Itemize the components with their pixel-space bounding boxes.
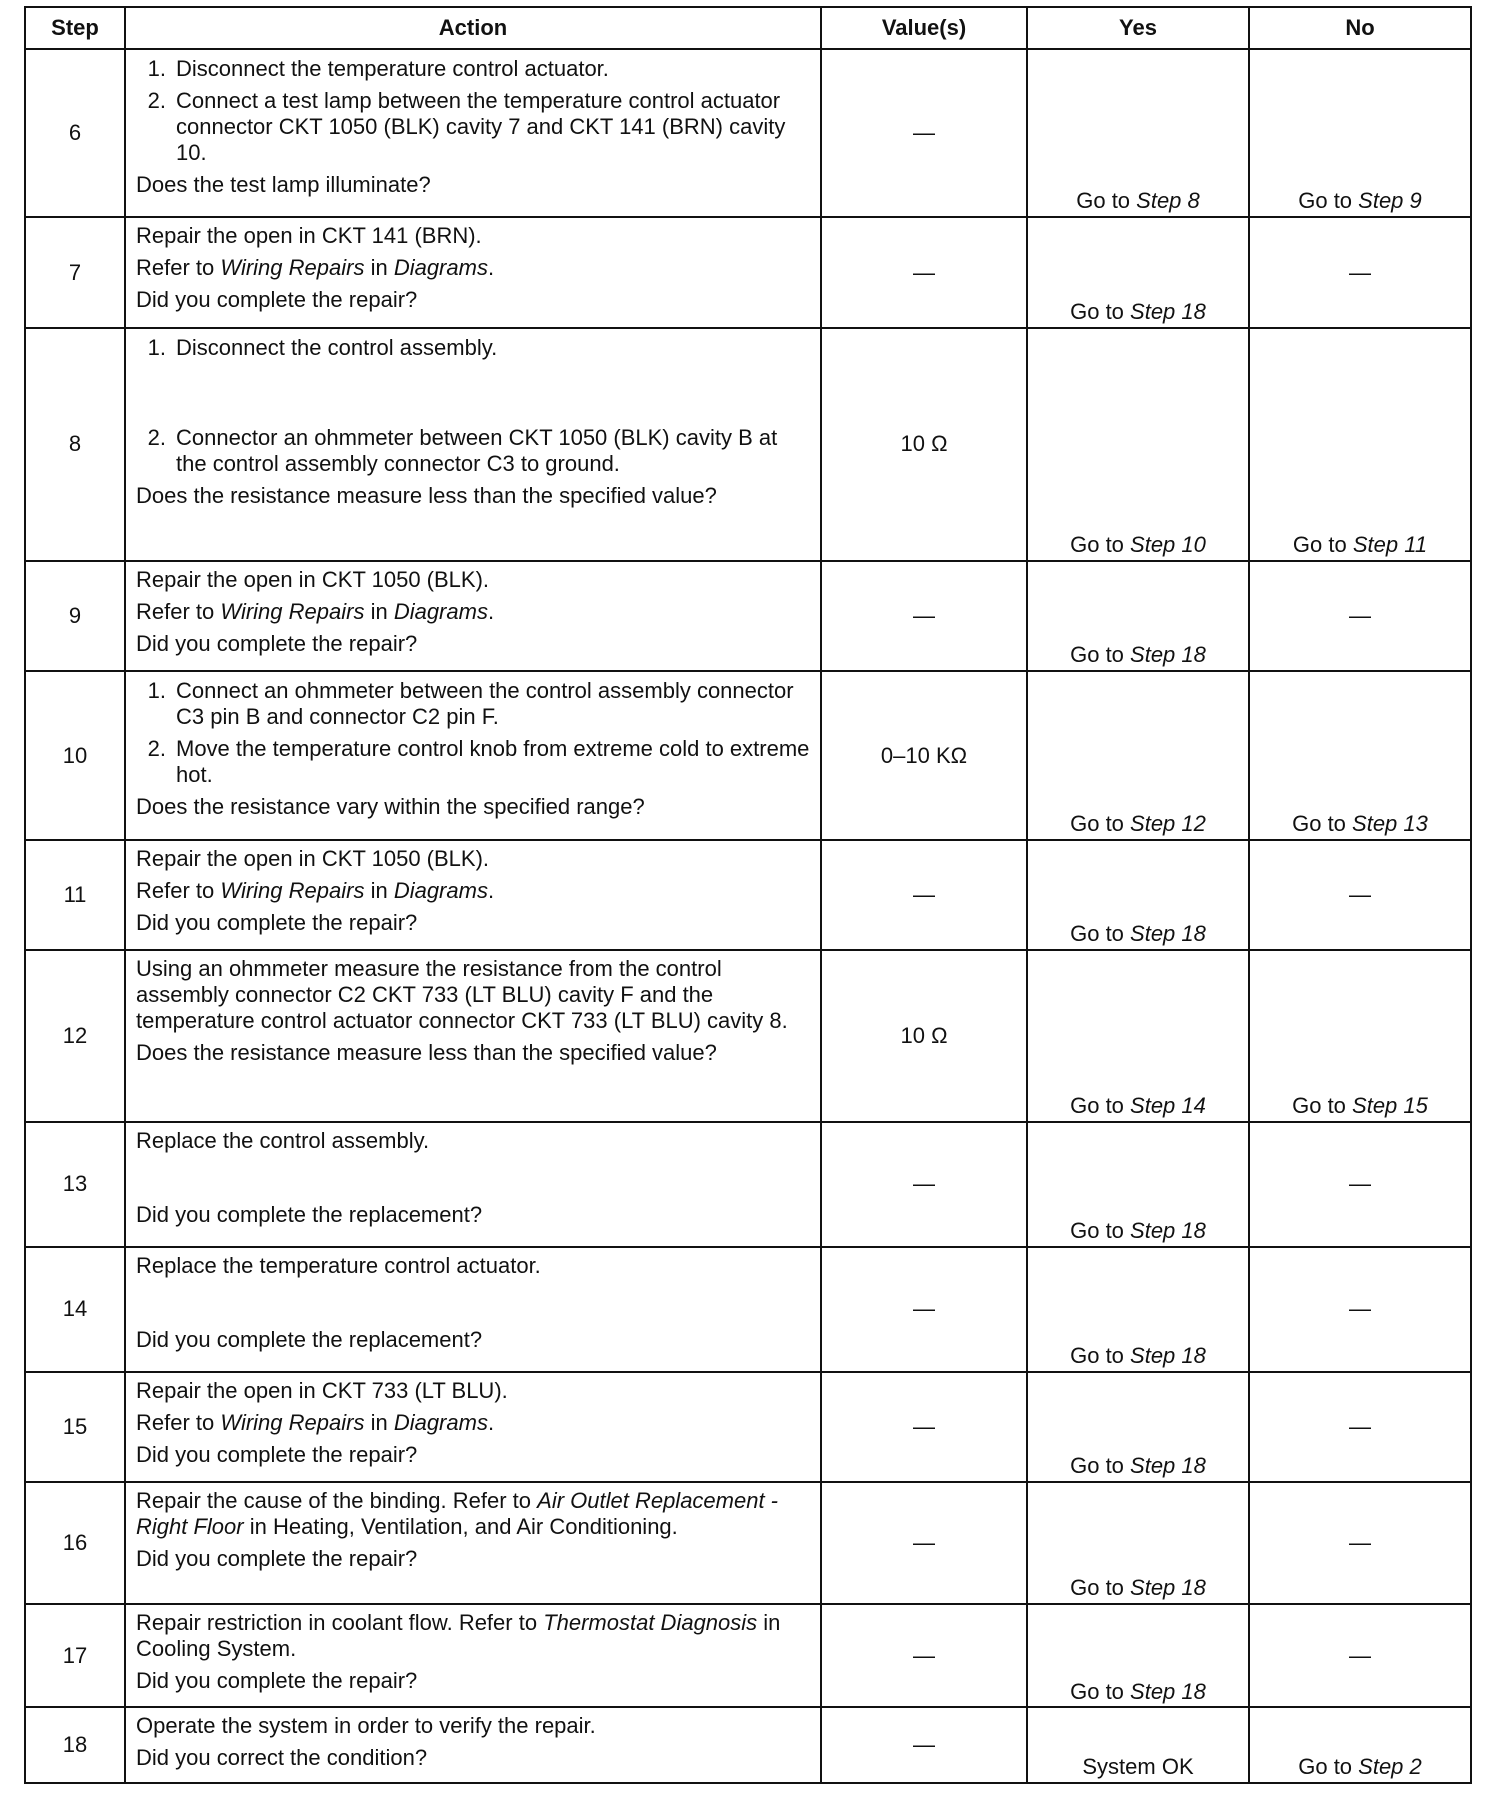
goto-step-link: Step 18 — [1130, 921, 1206, 947]
action-text: Repair the open in CKT 1050 (BLK). — [136, 566, 490, 592]
spacer — [136, 1285, 810, 1321]
value-cell: — — [821, 1707, 1027, 1783]
value-cell: 10 Ω — [821, 328, 1027, 561]
goto-prefix: Go to — [1292, 1093, 1353, 1119]
list-number: 2. — [147, 87, 166, 113]
no-cell: — — [1249, 217, 1471, 327]
goto-step-link: Step 18 — [1130, 1453, 1206, 1479]
step-number: 16 — [25, 1482, 125, 1604]
table-row — [25, 561, 1471, 671]
goto-step-link: Step 18 — [1130, 642, 1206, 668]
goto-prefix: Go to — [1070, 1574, 1131, 1600]
value-cell: — — [821, 1482, 1027, 1604]
goto-prefix: Go to — [1298, 1754, 1359, 1780]
table-row — [25, 950, 1471, 1122]
action-cell — [125, 217, 821, 327]
refer-doc: Thermostat Diagnosis — [543, 1609, 758, 1635]
action-question: Did you correct the condition? — [136, 1745, 428, 1771]
step-number: 9 — [25, 561, 125, 671]
no-cell — [1249, 49, 1471, 217]
step-number: 14 — [25, 1247, 125, 1372]
refer-doc: Wiring Repairs — [220, 255, 365, 281]
no-cell: — — [1249, 1604, 1471, 1708]
action-refer — [136, 1410, 810, 1436]
no-cell: — — [1249, 561, 1471, 671]
step-number: 8 — [25, 328, 125, 561]
yes-cell — [1027, 1247, 1249, 1372]
action-cell — [125, 950, 821, 1122]
action-refer — [136, 599, 810, 625]
action-text: Using an ohmmeter measure the resistance from the control assembly connector C2 CKT 733 (LT BLU) cavity F and the temperature control actuator connector CKT 733 (LT BLU) cavity 8. — [136, 956, 788, 1034]
goto-prefix: Go to — [1070, 1453, 1131, 1479]
refer-section: Diagrams — [393, 255, 488, 281]
action-text: Repair the open in CKT 1050 (BLK). — [136, 845, 490, 871]
value-cell: — — [821, 49, 1027, 217]
goto-prefix: Go to — [1070, 298, 1131, 324]
value-cell: — — [821, 1372, 1027, 1482]
refer-suffix: . — [487, 1409, 495, 1435]
refer-mid: in — [364, 255, 394, 281]
goto-prefix: Go to — [1292, 532, 1353, 558]
action-refer — [136, 255, 810, 281]
list-text: Move the temperature control knob from extreme cold to extreme hot. — [176, 736, 810, 788]
action-text-suffix: in Cooling System. — [136, 1609, 781, 1661]
goto-prefix: Go to — [1070, 1342, 1131, 1368]
no-cell — [1249, 950, 1471, 1122]
action-cell — [125, 1372, 821, 1482]
goto-prefix: Go to — [1076, 188, 1137, 214]
refer-section: Diagrams — [393, 877, 488, 903]
goto-step-link: Step 14 — [1130, 1093, 1206, 1119]
action-text: Repair the open in CKT 733 (LT BLU). — [136, 1377, 508, 1403]
goto-step-link: Step 10 — [1130, 532, 1206, 558]
goto-step-link: Step 11 — [1352, 532, 1428, 558]
list-text: Disconnect the control assembly. — [176, 334, 498, 360]
goto-step-link: Step 8 — [1136, 188, 1200, 214]
refer-suffix: . — [487, 877, 495, 903]
value-cell: 10 Ω — [821, 950, 1027, 1122]
goto-step-link: Step 18 — [1130, 1217, 1206, 1243]
action-question: Did you complete the repair? — [136, 1441, 418, 1467]
action-list-item — [136, 425, 810, 477]
yes-cell: System OK — [1027, 1707, 1249, 1783]
action-question: Does the resistance measure less than the specified value? — [136, 1040, 717, 1066]
action-text: Repair the open in CKT 141 (BRN). — [136, 223, 482, 249]
value-cell: — — [821, 1604, 1027, 1708]
refer-doc: Wiring Repairs — [220, 598, 365, 624]
step-number: 13 — [25, 1122, 125, 1247]
goto-prefix: Go to — [1070, 1093, 1131, 1119]
step-number: 12 — [25, 950, 125, 1122]
action-list-item — [136, 736, 810, 788]
no-cell: — — [1249, 1247, 1471, 1372]
table-row — [25, 1604, 1471, 1708]
refer-doc: Wiring Repairs — [220, 877, 365, 903]
action-cell — [125, 328, 821, 561]
value-cell: 0–10 KΩ — [821, 671, 1027, 839]
refer-prefix: Refer to — [136, 598, 221, 624]
value-cell: — — [821, 217, 1027, 327]
yes-cell — [1027, 561, 1249, 671]
table-row — [25, 1482, 1471, 1604]
action-text-prefix: Repair the cause of the binding. Refer to — [136, 1488, 538, 1514]
refer-doc: Wiring Repairs — [220, 1409, 365, 1435]
table-row — [25, 328, 1471, 561]
goto-step-link: Step 18 — [1130, 1342, 1206, 1368]
action-list-item — [136, 335, 810, 361]
list-number: 2. — [147, 736, 166, 762]
table-header-row — [25, 7, 1471, 49]
header-yes: Yes — [1027, 7, 1249, 49]
yes-cell — [1027, 217, 1249, 327]
action-question: Did you complete the repair? — [136, 1667, 418, 1693]
list-text: Connector an ohmmeter between CKT 1050 (BLK) cavity B at the control assembly connector C3 to ground. — [176, 424, 778, 476]
table-row — [25, 1247, 1471, 1372]
no-cell — [1249, 671, 1471, 839]
action-list-item — [136, 88, 810, 166]
value-cell: — — [821, 1247, 1027, 1372]
action-question: Did you complete the repair? — [136, 287, 418, 313]
action-list-item — [136, 56, 810, 82]
step-number: 15 — [25, 1372, 125, 1482]
action-list-item — [136, 678, 810, 730]
refer-doc: Air Outlet Replacement - Right Floor — [136, 1488, 779, 1540]
value-cell: — — [821, 561, 1027, 671]
goto-prefix: Go to — [1070, 1678, 1131, 1704]
yes-cell — [1027, 1604, 1249, 1708]
action-text — [136, 1488, 810, 1540]
step-number: 11 — [25, 840, 125, 950]
table-row — [25, 1122, 1471, 1247]
no-cell: — — [1249, 840, 1471, 950]
refer-prefix: Refer to — [136, 877, 221, 903]
action-cell — [125, 1707, 821, 1783]
refer-mid: in — [364, 598, 394, 624]
goto-step-link: Step 15 — [1352, 1093, 1428, 1119]
action-question: Did you complete the replacement? — [136, 1326, 483, 1352]
no-cell — [1249, 328, 1471, 561]
list-text: Connect an ohmmeter between the control assembly connector C3 pin B and connector C2 pin F. — [176, 678, 794, 730]
table-row — [25, 217, 1471, 327]
yes-cell — [1027, 1372, 1249, 1482]
goto-prefix: Go to — [1292, 810, 1353, 836]
goto-step-link: Step 18 — [1130, 1678, 1206, 1704]
action-question: Does the resistance vary within the specified range? — [136, 794, 645, 820]
goto-prefix: Go to — [1070, 1217, 1131, 1243]
action-question: Did you complete the replacement? — [136, 1202, 483, 1227]
action-cell — [125, 1482, 821, 1604]
refer-section: Diagrams — [393, 598, 488, 624]
refer-prefix: Refer to — [136, 255, 221, 281]
table-row — [25, 49, 1471, 217]
action-refer — [136, 878, 810, 904]
no-cell — [1249, 1707, 1471, 1783]
spacer — [136, 1160, 810, 1196]
step-number: 18 — [25, 1707, 125, 1783]
goto-prefix: Go to — [1070, 532, 1131, 558]
goto-prefix: Go to — [1070, 921, 1131, 947]
refer-prefix: Refer to — [136, 1409, 221, 1435]
action-text: Replace the control assembly. — [136, 1128, 430, 1154]
action-cell — [125, 1247, 821, 1372]
diagnostic-table — [24, 6, 1472, 1784]
goto-prefix: Go to — [1070, 642, 1131, 668]
action-cell — [125, 49, 821, 217]
action-text — [136, 1610, 810, 1662]
table-row — [25, 671, 1471, 839]
goto-step-link: Step 12 — [1130, 810, 1206, 836]
refer-section: Diagrams — [393, 1409, 488, 1435]
action-cell — [125, 1122, 821, 1247]
refer-suffix: . — [487, 598, 495, 624]
goto-prefix: Go to — [1070, 810, 1131, 836]
step-number: 7 — [25, 217, 125, 327]
action-cell — [125, 561, 821, 671]
spacer — [136, 367, 810, 421]
list-text: Connect a test lamp between the temperature control actuator connector CKT 1050 (BLK) cavity 7 and CKT 141 (BRN) cavity 10. — [176, 87, 786, 165]
action-question: Does the resistance measure less than the specified value? — [136, 482, 717, 508]
header-no: No — [1249, 7, 1471, 49]
header-values: Value(s) — [821, 7, 1027, 49]
action-cell — [125, 671, 821, 839]
goto-prefix: Go to — [1298, 188, 1359, 214]
yes-cell — [1027, 49, 1249, 217]
value-cell: — — [821, 1122, 1027, 1247]
list-number: 1. — [147, 678, 166, 704]
goto-step-link: Step 18 — [1130, 1574, 1206, 1600]
yes-cell — [1027, 950, 1249, 1122]
list-number: 1. — [147, 56, 166, 81]
list-number: 1. — [147, 334, 166, 360]
list-text: Disconnect the temperature control actuator. — [176, 56, 609, 81]
step-number: 6 — [25, 49, 125, 217]
action-cell — [125, 840, 821, 950]
action-cell — [125, 1604, 821, 1708]
action-question: Did you complete the repair? — [136, 1546, 418, 1571]
yes-cell — [1027, 671, 1249, 839]
list-number: 2. — [147, 424, 166, 450]
action-text: Replace the temperature control actuator. — [136, 1252, 541, 1278]
table-row — [25, 1707, 1471, 1783]
goto-step-link: Step 13 — [1352, 810, 1428, 836]
yes-cell — [1027, 840, 1249, 950]
value-cell: — — [821, 840, 1027, 950]
action-question: Did you complete the repair? — [136, 630, 418, 656]
action-text-prefix: Repair restriction in coolant flow. Refer to — [136, 1609, 544, 1635]
goto-step-link: Step 18 — [1130, 298, 1206, 324]
action-text-suffix: in Heating, Ventilation, and Air Conditioning. — [243, 1514, 678, 1540]
no-cell: — — [1249, 1482, 1471, 1604]
no-cell: — — [1249, 1122, 1471, 1247]
table-row — [25, 840, 1471, 950]
action-question: Does the test lamp illuminate? — [136, 171, 431, 197]
table-row — [25, 1372, 1471, 1482]
yes-cell — [1027, 1122, 1249, 1247]
action-question: Did you complete the repair? — [136, 909, 418, 935]
yes-cell — [1027, 1482, 1249, 1604]
refer-suffix: . — [487, 255, 495, 281]
step-number: 17 — [25, 1604, 125, 1708]
goto-step-link: Step 9 — [1358, 188, 1422, 214]
step-number: 10 — [25, 671, 125, 839]
refer-mid: in — [364, 877, 394, 903]
goto-step-link: Step 2 — [1358, 1754, 1422, 1780]
header-step: Step — [25, 7, 125, 49]
action-text: Operate the system in order to verify the repair. — [136, 1713, 596, 1739]
header-action: Action — [125, 7, 821, 49]
refer-mid: in — [364, 1409, 394, 1435]
yes-cell — [1027, 328, 1249, 561]
no-cell: — — [1249, 1372, 1471, 1482]
